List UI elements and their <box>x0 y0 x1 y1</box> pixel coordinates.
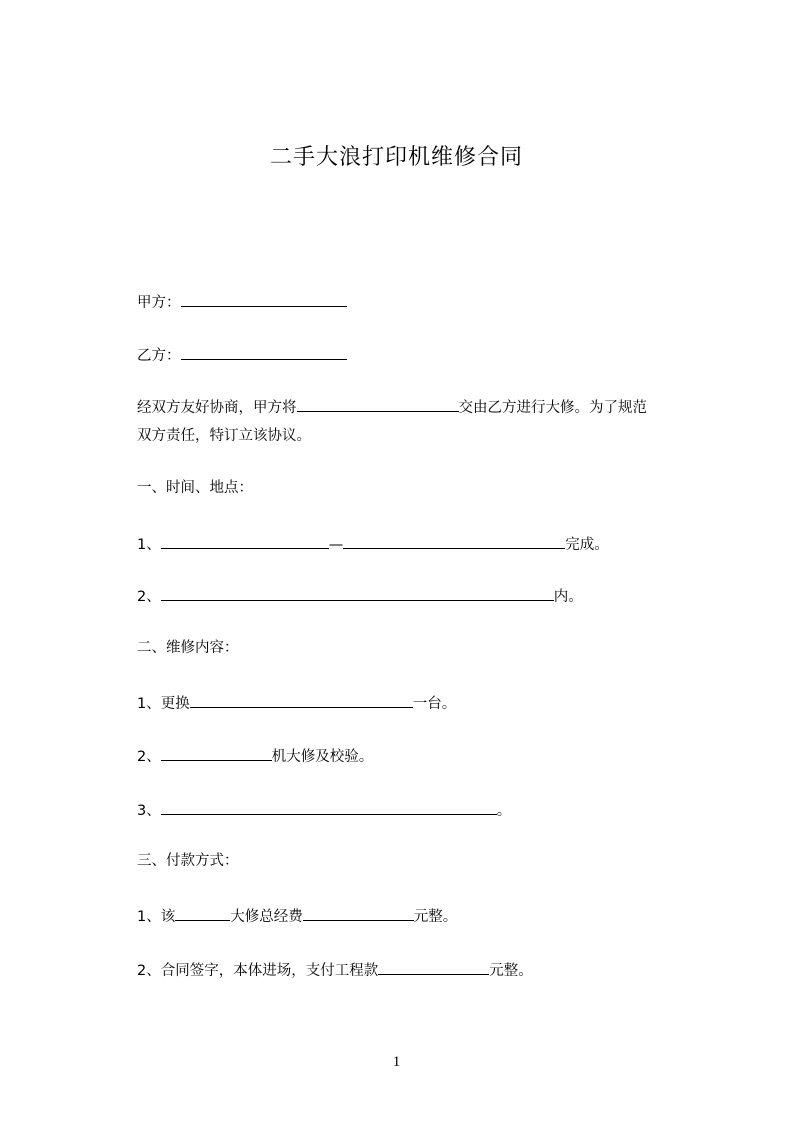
party-a-label: 甲方： <box>137 295 181 311</box>
item-suffix: 一台。 <box>412 696 457 712</box>
intro-paragraph <box>137 394 717 450</box>
party-b-label: 乙方： <box>137 348 181 364</box>
item-prefix: 1、更换 <box>137 696 190 712</box>
section1-item2 <box>137 583 583 608</box>
intro-mid: 交由乙方进行大修。为了规范 <box>458 400 647 416</box>
section2-item2 <box>137 743 373 768</box>
item-suffix: 元整。 <box>413 909 458 925</box>
item-suffix: 元整。 <box>489 963 533 979</box>
section3-heading: 三、付款方式： <box>137 853 239 869</box>
item-prefix: 1、 <box>137 537 161 553</box>
payment-blank[interactable] <box>378 957 489 975</box>
item-prefix: 1、该 <box>137 909 176 925</box>
section1-item1 <box>137 531 609 556</box>
intro-tail: 双方责任，特订立该协议。 <box>137 428 311 444</box>
item1-blank-end[interactable] <box>343 531 565 549</box>
replace-blank[interactable] <box>190 690 413 708</box>
item-suffix: 内。 <box>553 589 583 605</box>
party-a-blank[interactable] <box>181 289 347 307</box>
item-mid: 大修总经费 <box>230 909 303 925</box>
document-title: 二手大浪打印机维修合同 <box>269 145 523 170</box>
item-suffix: 完成。 <box>565 537 609 553</box>
page-number: 1 <box>392 1054 401 1070</box>
dash: — <box>328 537 344 553</box>
item-prefix: 2、 <box>137 589 161 605</box>
item-prefix: 2、 <box>137 749 161 765</box>
section2-item1 <box>137 690 456 715</box>
section3-item1 <box>137 903 457 928</box>
item-suffix: 。 <box>496 803 512 819</box>
section2-heading: 二、维修内容： <box>137 640 239 656</box>
total-fee-blank[interactable] <box>303 903 414 921</box>
content-blank[interactable] <box>161 797 497 815</box>
section3-item2 <box>137 957 533 982</box>
item-suffix: 机大修及校验。 <box>271 749 374 765</box>
item-prefix: 2、合同签字，本体进场，支付工程款 <box>137 963 379 979</box>
intro-blank[interactable] <box>297 394 459 412</box>
section1-heading: 一、时间、地点： <box>137 480 253 496</box>
party-b-line <box>137 342 347 367</box>
machine-blank[interactable] <box>161 743 272 761</box>
party-a-line <box>137 289 347 314</box>
item1-blank-start[interactable] <box>161 531 329 549</box>
section2-item3 <box>137 797 511 822</box>
intro-lead: 经双方友好协商，甲方将 <box>137 400 297 416</box>
party-b-blank[interactable] <box>181 342 347 360</box>
item2-blank[interactable] <box>161 583 554 601</box>
item-name-blank[interactable] <box>175 903 230 921</box>
item-prefix: 3、 <box>137 803 161 819</box>
